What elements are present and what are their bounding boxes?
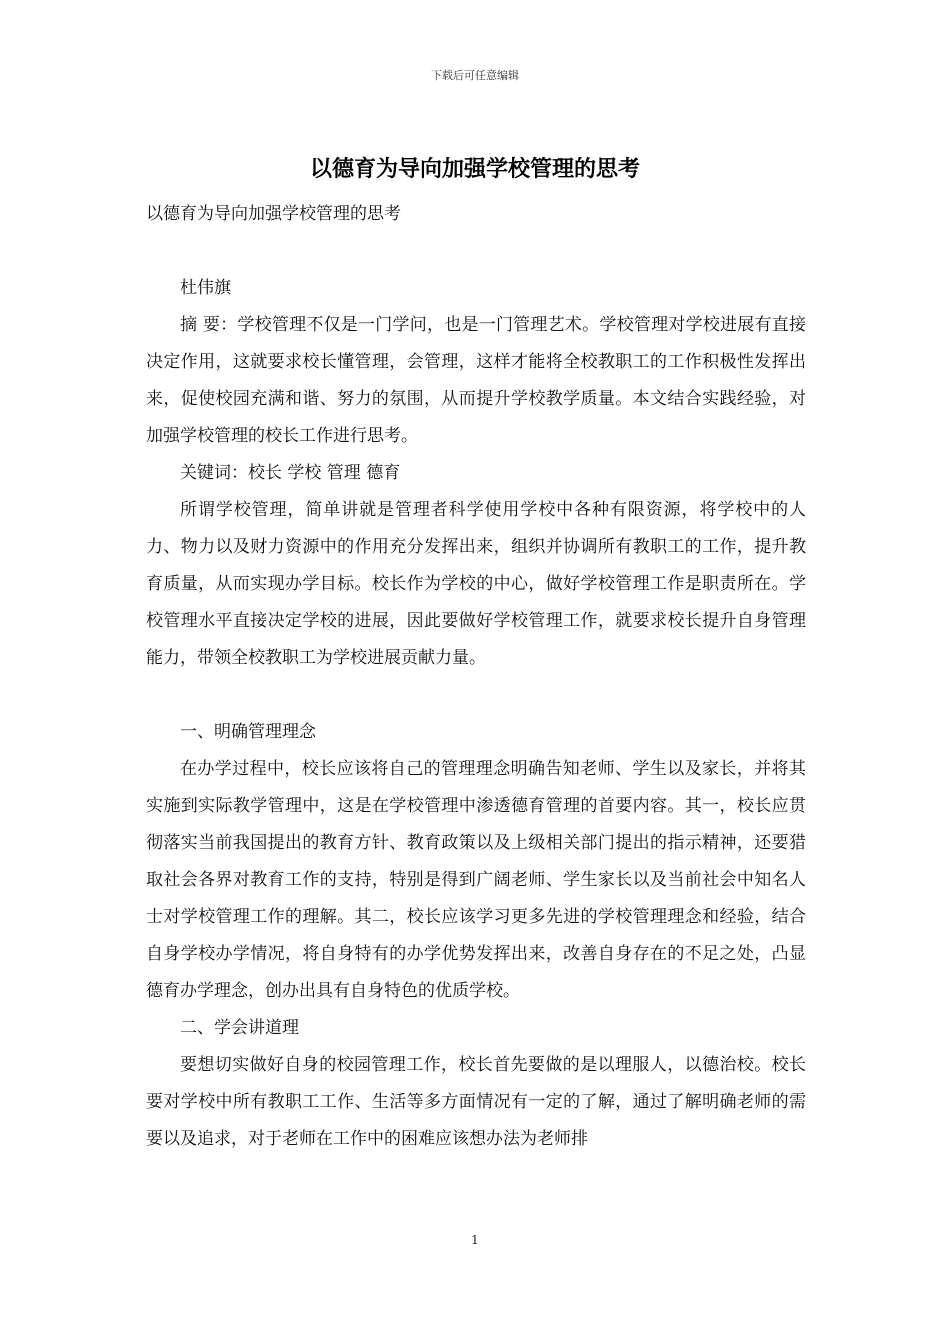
- document-title: 以德育为导向加强学校管理的思考: [309, 157, 640, 182]
- author: 杜伟旗: [180, 278, 231, 298]
- blank-line: [146, 233, 806, 270]
- section-heading-1: 一、明确管理理念: [180, 722, 316, 742]
- section-paragraph-2: 要想切实做好自身的校园管理工作，校长首先要做的是以理服人，以德治校。校长要对学校中所有教职工工作、生活等多方面情况有一定的了解，通过了解明确老师的需要以及追求，对于老师在工作中的困难应该想办法为老师排: [146, 1055, 806, 1149]
- intro-paragraph: 所谓学校管理，简单讲就是管理者科学使用学校中各种有限资源，将学校中的人力、物力以及财力资源中的作用充分发挥出来，组织并协调所有教职工的工作，提升教育质量，从而实现办学目标。校长作为学校的中心，做好学校管理工作是职责所在。学校管理水平直接决定学校的进展，因此要做好学校管理工作，就要求校长提升自身管理能力，带领全校教职工为学校进展贡献力量。: [146, 500, 806, 668]
- blank-line: [146, 677, 806, 714]
- subtitle: 以德育为导向加强学校管理的思考: [146, 204, 401, 224]
- section-paragraph-1: 在办学过程中，校长应该将自己的管理理念明确告知老师、学生以及家长，并将其实施到实际教学管理中，这是在学校管理中渗透德育管理的首要内容。其一，校长应贯彻落实当前我国提出的教育方针、教育政策以及上级相关部门提出的指示精神，还要猎取社会各界对教育工作的支持，特别是得到广阔老师、学生家长以及当前社会中知名人士对学校管理工作的理解。其二，校长应该学习更多先进的学校管理理念和经验，结合自身学校办学情况，将自身特有的办学优势发挥出来，改善自身存在的不足之处，凸显德育办学理念，创办出具有自身特色的优质学校。: [146, 759, 806, 1001]
- header-note: 下载后可任意编辑: [431, 69, 519, 82]
- section-heading-2: 二、学会讲道理: [180, 1018, 299, 1038]
- page-number: 1: [471, 1233, 479, 1247]
- keywords: 关键词：校长 学校 管理 德育: [180, 463, 401, 483]
- document-body: [146, 196, 806, 1158]
- abstract-paragraph: 摘 要：学校管理不仅是一门学问，也是一门管理艺术。学校管理对学校进展有直接决定作用，这就要求校长懂管理，会管理，这样才能将全校教职工的工作积极性发挥出来，促使校园充满和谐、努力的氛围，从而提升学校教学质量。本文结合实践经验，对加强学校管理的校长工作进行思考。: [146, 315, 806, 446]
